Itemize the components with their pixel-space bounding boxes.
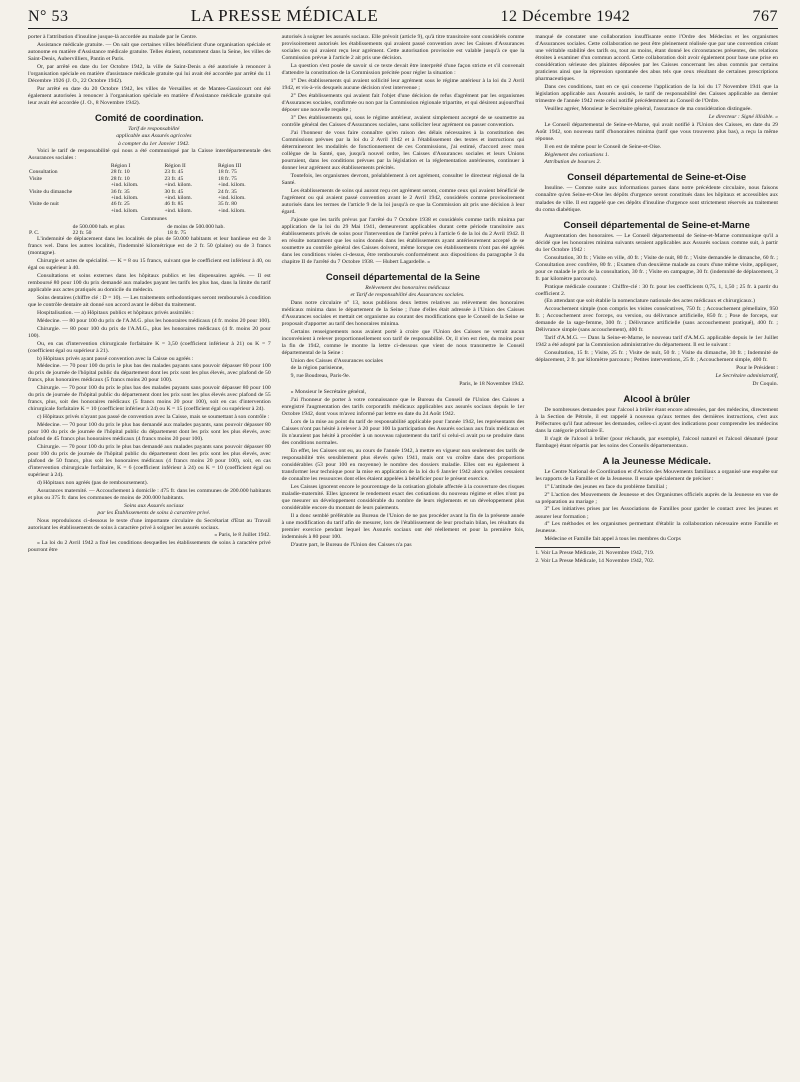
paragraph: Veuillez agréer, Monsieur le Secrétaire général, l'assurance de ma considération distinguée. [544, 106, 752, 113]
section-heading: Conseil départemental de Seine-et-Marne [563, 219, 750, 231]
subheading: applicable aux Assurés agricoles [116, 133, 192, 140]
table-cell: Consultation [29, 169, 58, 176]
paragraph: D'autre part, le Bureau de l'Union des Caisses n'a pas [290, 541, 412, 548]
table-header: Région I [110, 162, 131, 169]
paragraph: Consultation, 30 fr. ; Visite en ville, 40 fr. ; Visite de nuit, 80 fr. ; Visite demandée le dimanche, 60 fr. ; Consultation avec confrère, 80 fr. ; Examen d'un deuxième malade au cours d'une même visite, appliquer, pour ce malade le prix de la consultation, 30 fr. ; Visite en campagne, 30 fr. (indemnité de déplacement, 3 fr. par kilomètre parcouru). [535, 254, 779, 282]
paragraph: Voici le tarif de responsabilité qui nous a été communiqué par la Caisse interdépartementale des Assurances sociales : [28, 148, 271, 162]
table-cell [28, 208, 110, 214]
paragraph: « La loi du 2 Avril 1942 a fixé les conditions desquelles les établissements de soins à caractère privé pourront être [28, 540, 271, 554]
paragraph: Chirurgie. — 70 pour 100 du prix le plus bas demandé aux malades payants sans pouvoir dépasser 80 pour 100 du prix de journée de l'hôpital public du département dont les prix sont les plus élevés, avec plafond de 50 francs, plus soit les honoraires médicaux (4 francs moins 20 pour 100), soit, en cas d'intervention chirurgicale forfaitaire, K = 6 (coefficient inférieur à 24) ou K = 10 (coefficient égal ou supérieur à 24). [28, 444, 271, 479]
table-cell: +ind. kilom. [110, 182, 139, 189]
paragraph: Soins dentaires (chiffre clé : D = 10). — Les traitements orthodontiques seront remboursés à condition que le contrôle dentaire ait donné son accord avant le début du traitement. [28, 295, 271, 309]
subheading: à compter du 1er Janvier 1942. [117, 140, 190, 147]
table-cell: +ind. kilom. [164, 194, 193, 201]
table-cell: +ind. kilom. [110, 194, 139, 201]
issue-date: 12 Décembre 1942 [500, 8, 631, 25]
paragraph: Toutefois, les organismes devront, préalablement à cet agrément, consulter le directeur régional de la Santé. [281, 172, 525, 186]
subheading: Soins aux Assurés sociaux [123, 502, 184, 509]
table-cell: 18 fr. 75 [218, 175, 237, 182]
table-cell: 18 fr. 75 [167, 229, 187, 236]
table-cell: 28 fr. 10 [110, 169, 130, 176]
table-cell: +ind. kilom. [164, 182, 193, 189]
table-cell: 46 fr. 85 [164, 201, 184, 208]
section-heading: Alcool à brûler [623, 393, 690, 405]
paragraph: Nous reproduisons ci-dessous le texte d'une importante circulaire du Secrétariat d'Etat au Travail autorisant les établissements de soins à caractère privé à soigner les assurés sociaux. [28, 517, 271, 531]
paragraph: d) Hôpitaux non agréés (pas de remboursement). [37, 480, 149, 487]
table-header: Région II [164, 162, 186, 169]
paragraph: Règlement des cotisations 1. [544, 151, 610, 158]
table-cell: P. C. [29, 229, 40, 236]
paragraph: Chirurgie. — 70 pour 100 du prix le plus bas des malades payants sans pouvoir dépasser 80 pour 100 du prix de journée de l'hôpital public du département dont les prix sont les plus élevés avec plafond de 55 francs, plus, soit des honoraires médicaux (5 francs moins 20 pour 100), soit en cas d'intervention chirurgicale forfaitaire K = 10 (coefficient inférieur à 24) ou K = 15 (coefficient égal ou supérieur à 24). [28, 385, 271, 413]
table-cell: Visite de nuit [29, 201, 59, 208]
paragraph: J'ai l'honneur de porter à votre connaissance que le Bureau du Conseil de l'Union des Caisses a enregistré l'augmentation des tarifs corporatifs médicaux applicables aux assurés sociaux depuis le 1er Octobre 1942, dont vous m'avez informé par lettre en date du 24 Août 1942. [281, 396, 525, 417]
paragraph: 1° L'attitude des jeunes en face du problème familial ; [544, 483, 668, 490]
table-cell: 23 fr. 45 [164, 169, 184, 176]
section-heading: Comité de coordination. [94, 112, 204, 124]
paragraph: En effet, les Caisses ont eu, au cours de l'année 1942, à mettre en vigueur non seulement des tarifs de responsabilité très sensiblement plus élevés qu'en 1941, mais ont vu croître dans des proportions considérables (53 pour 100 en moyenne) le nombre des dossiers maladie. Elles ont eu également à transformer leur technique pour la mise en application de la loi du 6 Janvier 1942 alors qu'elles cessaient de connaître les ressources dont elles étaient appelées à bénéficier pour le présent exercice. [281, 447, 525, 482]
column-1 [28, 34, 271, 565]
paragraph: Paris, le 18 Novembre 1942. [459, 381, 525, 388]
paragraph: Union des Caisses d'Assurances sociales [290, 357, 383, 364]
subheading: par les Établissements de soins à caractère privé. [97, 510, 211, 517]
paragraph: 9, rue Boudreau, Paris-9e. [290, 373, 351, 380]
paragraph: 2° L'action des Mouvements de Jeunesse et des Organismes officiels auprès de la Jeunesse en vue de sa préparation au mariage ; [535, 491, 779, 505]
paragraph: Le Centre National de Coordination et d'Action des Mouvements familiaux a organisé une enquête sur les rapports de la Famille et de la Jeunesse. Il essaie spécialement de préciser : [535, 468, 779, 482]
paragraph: J'ajoute que les tarifs prévus par l'arrêté du 7 Octobre 1938 et considérés comme tarifs minima par application de la loi du 29 Mai 1941, demeureront applicables durant cette période transitoire aux établissements privés de soins pour l'intervention de l'arrêté prévu à l'article 6 de la loi du 2 Avril 1942. Il en résulte notamment que les soins donnés dans les établissements ayant antérieurement accepté de se soumettre au contrôle général des Caisses doivent, même lorsque ces établissements n'ont pas été agréés dans les conditions visées ci-dessus, être remboursés conformément aux dispositions du paragraphe 3 du chapitre II de l'arrêté du 7 Octobre 1938. — Hubert Lagardelle. » [281, 216, 525, 265]
paragraph: Lors de la mise au point du tarif de responsabilité applicable pour l'année 1942, les représentants des Caisses n'ont pas hésité à relever à 20 pour 100 la participation des Assurés sociaux aux frais médicaux et ils n'auraient pas hésité à procéder à un nouveau rajustement du tarif si celui-ci avait pu se produire dans des conditions normales. [281, 418, 525, 446]
table-cell: +ind. kilom. [218, 194, 246, 201]
paragraph: (En attendant que soit établie la nomenclature nationale des actes médicaux et chirurgicaux.) [544, 298, 756, 305]
paragraph: 2° Des établissements qui avaient fait l'objet d'une décision de refus d'agrément par les organismes d'Assurances sociales, confirmée ou non par la Commission régionale tripartite, et qui désirent aujourd'hui déposer une nouvelle requête ; [281, 92, 525, 113]
paragraph: « Monsieur le Secrétaire général, [290, 389, 366, 395]
paragraph: Certains renseignements nous avaient porté à croire que l'Union des Caisses ne verrait aucun inconvénient à relever proportionnellement son tarif de responsabilité. Or, il n'en est rien, du moins pour la fin de 1942, comme le montre la lettre ci-dessous que vient de nous transmettre le Conseil départemental de la Seine : [281, 328, 525, 356]
table-cell: 35 fr. 80 [218, 201, 237, 208]
column-2 [282, 34, 525, 565]
paragraph: Médecine. — 70 pour 100 du prix le plus bas demandé aux malades payants, sans pouvoir dépasser 80 pour 100 du prix de journée de l'hôpital public du département dont les prix sont les plus élevés, avec plafond de 45 francs plus honoraires médicaux (4 francs moins 20 pour 100). [28, 422, 271, 443]
table-cell: 23 fr. 45 [164, 175, 184, 182]
paragraph: Dans notre circulaire n° 13, nous publiions deux lettres relatives au relèvement des honoraires médicaux minima dans le département de la Seine ; l'une d'elles était adressée à l'Union des Caisses d'Assurances sociales et mettait cet organisme au courant des modifications que le Conseil de la Seine se proposait d'apporter au tarif des honoraires minima. [281, 299, 525, 327]
paragraph: Les Caisses ignorent encore le pourcentage de la cotisation globale affectée à la couverture des risques maladie-maternité. Elles ignorent le rendement exact des cotisations du nouveau régime et elles n'ont pu que mesurer un développement considérable du nombre de leurs règlements et un développement plus considérable encore du montant de leurs paiements. [281, 483, 525, 511]
table-cell: +ind. kilom. [218, 207, 246, 214]
paragraph: De nombreuses demandes pour l'alcool à brûler étant encore adressées, par des médecins, directement à la Section de Pétrole, il est rappelé à nouveau qu'aux termes des dernières instructions, c'est aux Préfectures qu'il faut adresser les demandes, celles-ci ayant des indications pour comprendre les médecins dans la catégorie prioritaire E. [535, 406, 779, 434]
paragraph: Dans ces conditions, tant en ce qui concerne l'application de la loi du 17 Novembre 1941 que la législation applicable aux Assurés assistés, le tarif de responsabilité des Caisses applicable au dernier trimestre de l'année 1942 reste celui notifié précédemment au Conseil de l'Ordre. [535, 84, 779, 105]
footnote: 1. Voir La Presse Médicale, 21 Novembre 1942, 719. [535, 550, 655, 557]
paragraph: de la région parisienne, [290, 365, 344, 372]
paragraph: Assurances maternité. — Accouchement à domicile : 475 fr. dans les communes de 200.000 habitants et plus ou 375 fr. dans les communes de moins de 200.000 habitants. [28, 487, 271, 501]
paragraph: Insuline. — Comme suite aux informations parues dans notre précédente circulaire, nous faisons connaître qu'en Seine-et-Oise les dépôts d'urgence seront constitués dans les hôpitaux et accessibles aux malades de ville. Il est rappelé que ces dépôts d'insuline d'urgence sont strictement réservés au traitement du coma diabétique. [535, 185, 779, 213]
table-cell: 46 fr. 25 [110, 201, 130, 208]
table-cell: 30 fr. 45 [164, 188, 184, 195]
paragraph: Par arrêté en date du 20 Octobre 1942, les villes de Versailles et de Mantes-Gassicourt ont été également autorisées à renoncer à l'organisation spéciale en matière d'Assistance médicale gratuite qui leur avait été accordée (J. O., 8 Novembre 1942). [28, 85, 271, 106]
table-cell: +ind. kilom. [218, 182, 246, 189]
paragraph: « Paris, le 8 Juillet 1942. [214, 532, 271, 539]
columns [28, 34, 778, 565]
paragraph: Ou, en cas d'intervention chirurgicale forfaitaire K = 3,50 (coefficient inférieur à 21) ou K = 7 (coefficient égal ou supérieur à 21). [28, 340, 271, 354]
paragraph: Augmentation des honoraires. — Le Conseil départemental de Seine-et-Marne communique qu'il a décidé que les honoraires minima suivants seraient applicables aux Assurés sociaux comme suit, à partir du 1er Octobre 1942 : [535, 232, 779, 253]
paragraph: Il a donc semblé préférable au Bureau de l'Union de ne pas procéder avant la fin de la présente année à une modification du tarif afin de mesurer, lors de l'établissement de leur prochain bilan, les résultats du premier exercice pendant lequel les Assurés sociaux ont été réellement et pour la première fois, indemnisés à 80 pour 100. [281, 512, 525, 540]
issue-number: N° 53 [28, 8, 69, 25]
section-heading: A la Jeunesse Médicale. [602, 455, 711, 467]
paragraph: Dr Coquin. [752, 380, 779, 387]
paragraph: b) Hôpitaux privés ayant passé convention avec la Caisse ou agréés : [37, 355, 194, 362]
table-cell: Visite du dimanche [29, 188, 73, 195]
paragraph: 3° Les initiatives prises par les Associations de Familles pour garder le contact avec les jeunes et assurer leur formation ; [535, 506, 779, 520]
paragraph: J'ai l'honneur de vous faire connaître qu'en raison des délais nécessaires à la constitution des Commissions prévues par la loi du 2 Avril 1942 et à l'établissement des textes et instructions qui détermineront les modalités de fonctionnement de ces Commissions, j'ai estimé, d'accord avec mon collègue de la Santé, que, jusqu'à nouvel ordre, les Caisses d'Assurances sociales et leurs Unions pourraient, dans les conditions prévues par la législation et la réglementation antérieures, continuer à donner leur agrément aux établissements précités. [281, 129, 525, 171]
table-cell: de moins de 500.000 hab. [167, 223, 225, 230]
table-cell: +ind. kilom. [164, 207, 193, 214]
paragraph: Tarif d'A.M.G. — Dans la Seine-et-Marne, le nouveau tarif d'A.M.G. applicable depuis le 1er Juillet 1942 a été adopté par la Commission administrative du département. Il est le suivant : [535, 335, 779, 349]
paragraph: Consultations et soins externes dans les hôpitaux publics et les dispensaires agréés. — Il est remboursé 80 pour 100 du prix demandé aux malades payant les tarifs les plus bas, dans la limite du tarif applicable aux actes pratiqués au domicile du médecin. [28, 273, 271, 294]
paragraph: 4° Les méthodes et les organismes permettant d'établir la collaboration nécessaire entre Famille et Jeunesse. [535, 521, 779, 535]
paragraph: Le Conseil départemental de Seine-et-Marne, qui avait notifié à l'Union des Caisses, en date du 29 Août 1942, son nouveau tarif d'honoraires minima (tarif que vous trouverez plus bas), a reçu la même réponse. [535, 121, 779, 142]
paragraph: Médecine et Famille fait appel à tous les membres du Corps [544, 536, 681, 543]
paragraph: Chirurgie et actes de spécialité. — K = 8 ou 15 francs, suivant que le coefficient est inférieur à 40, ou égal ou supérieur à 40. [28, 258, 271, 272]
journal-title: LA PRESSE MÉDICALE [190, 6, 379, 25]
paragraph: 1° Des établissements qui avaient sollicité leur agrément sous le régime antérieur à la loi du 2 Avril 1942, et vis-à-vis desquels aucune décision n'est intervenue ; [281, 77, 525, 91]
paragraph: L'indemnité de déplacement dans les localités de plus de 50.000 habitants et leur banlieue est de 3 francs wel. Dans les autres localités, l'indemnité kilométrique est de 2 fr. 50 (plaine) ou de 3 francs (montagne). [28, 236, 271, 257]
paragraph: Attribution de bourses 2. [544, 159, 601, 166]
paragraph: Assistance médicale gratuite. — On sait que certaines villes bénéficient d'une organisation spéciale et autonome en matière d'Assistance médicale gratuite. Telles étaient, notamment dans la Seine, les villes de Saint-Denis, Aubervilliers, Pantin et Paris. [28, 41, 271, 62]
paragraph: Médecine. — 70 pour 100 du prix le plus bas des malades payants sans pouvoir dépasser 80 pour 100 du prix de journée de l'hôpital public du département dont les prix sont les plus élevés, avec plafond de 50 francs, plus honoraires médicaux (5 francs moins 20 pour 100). [28, 363, 271, 384]
column-3 [535, 34, 778, 565]
paragraph: La question s'est posée de savoir si ce texte devait être interprété d'une façon stricte et s'il convenait d'attendre la constitution de la Commission précitée pour régler la situation : [281, 62, 525, 77]
table-cell: 36 fr. 35 [110, 188, 130, 195]
table-header: Région III [218, 162, 242, 169]
table-cell: Visite [29, 175, 43, 182]
paragraph: manqué de constater une collaboration insuffisante entre l'Ordre des Médecins et les organismes d'Assurances sociales. Cette collaboration ne peut être pleinement réalisée que par une convention créant une véritable stabilité des tarifs ou, tout au moins, étant donné les circonstances présentes, des relations étroites à examiner d'un commun accord. Cette collaboration doit avoir également pour base une prise en considération sérieuse des plaintes déposées par les Caisses concernant les abus commis par certains praticiens ainsi que la répression spontanée des abus tels que ceux résultant de certaines prescriptions pharmaceutiques. [535, 34, 779, 83]
footnote-rule [535, 547, 620, 548]
section-heading: Conseil départemental de la Seine [325, 271, 481, 283]
subheading: Relèvement des honoraires médicaux [365, 284, 450, 291]
table-cell: 22 fr. 50 [72, 229, 92, 236]
communes-label: Communes [140, 216, 167, 223]
page-number: 767 [752, 8, 778, 25]
paragraph: 3° Des établissements qui, sous le régime antérieur, avaient simplement accepté de se soumettre au contrôle général des Caisses d'Assurances sociales, sans solliciter leur agrément ou passer convention. [281, 114, 525, 128]
table-cell: +ind. kilom. [110, 207, 139, 214]
paragraph: Accouchement simple (non compris les visites consécutives, 750 fr. ; Accouchement gémellaire, 950 fr. ; Accouchement avec forceps, ou version, ou délivrance artificielle, 850 fr. ; Pose de forceps, sur demande de la sage-femme, 300 fr. ; Délivrance artificielle (sans accouchement pratiqué), 400 fr. ; Délivrance simple (sans accouchement), 400 fr. [535, 306, 779, 334]
paragraph: porter à l'attribution d'insuline jusque-là accordée au malade par le Centre. [28, 34, 198, 40]
pc-table [28, 224, 271, 237]
table-row [28, 208, 271, 214]
paragraph: Le Secrétaire administratif, [715, 372, 779, 379]
section-heading: Conseil départemental de Seine-et-Oise [567, 172, 747, 184]
paragraph: autorisés à soigner les assurés sociaux. Elle prévoit (article 9), qu'à titre transitoire sont considérés comme provisoirement autorisés les établissements qui avaient passé convention avec les Caisses d'Assurances sociales ou qui avaient reçu leur agrément. Cette autorisation provisoire est valable jusqu'à ce que la Commission prévue à l'article 2 ait pris une décision. [281, 34, 525, 62]
paragraph: Le directeur : Signé illisible. » [708, 113, 779, 120]
table-cell: 28 fr. 10 [110, 175, 130, 182]
tariff-table [28, 163, 271, 214]
paragraph: Chirurgie. — 80 pour 100 du prix de l'A.M.G., plus les honoraires médicaux (4 fr. moins 20 pour 100). [28, 325, 271, 339]
table-cell: 24 fr. 35 [218, 188, 237, 195]
table-cell: de 500.000 hab. et plus [72, 223, 125, 230]
paragraph: Les établissements de soins qui auront reçu cet agrément seront, comme ceux qui avaient bénéficié de l'agrément ou qui avaient passé convention avant le 2 Avril 1942, considérés comme provisoirement autorisés dans les termes de l'article 9 de la loi jusqu'à ce que la Commission ait pris une décision à leur égard. [281, 187, 525, 215]
paragraph: Pour le Président : [736, 365, 779, 372]
paragraph: Hospitalisation. — a) Hôpitaux publics et hôpitaux privés assimilés : [37, 310, 194, 317]
subheading: et Tarif de responsabilité des Assurances sociales. [350, 292, 465, 299]
table-cell: 18 fr. 75 [218, 169, 237, 176]
paragraph: Consultation, 15 fr. ; Visite, 25 fr. ; Visite de nuit, 50 fr. ; Visite du dimanche, 30 fr. ; Indemnité de déplacement, 2 fr. par kilomètre parcouru ; Petites interventions, 25 fr. ; Accouchement simple, 400 fr. [535, 350, 779, 364]
paragraph: Il en est de même pour le Conseil de Seine-et-Oise. [544, 143, 662, 150]
paragraph: Pratique médicale courante : Chiffre-clé : 30 fr. pour les coefficients 0,75, 1, 1,50 ; 25 fr. à partir du coefficient 2. [535, 283, 779, 297]
paragraph: Or, par arrêté en date du 1er Octobre 1942, la ville de Saint-Denis a été autorisée à renoncer à l'organisation spéciale en matière d'assistance médicale gratuite qui lui avait été accordée par arrêté du 11 Décembre 1926 (J. O., 22 Octobre 1942). [28, 63, 271, 84]
footnote: 2. Voir La Presse Médicale, 14 Novembre 1942, 702. [535, 557, 655, 564]
page-header [28, 6, 778, 29]
paragraph: c) Hôpitaux privés n'ayant pas passé de convention avec la Caisse, mais se soumettant à son contrôle : [37, 414, 270, 421]
paragraph: Médecine. — 80 pour 100 du prix de l'A.M.G. plus les honoraires médicaux (4 fr. moins 20 pour 100). [37, 317, 271, 324]
paragraph: Il s'agit de l'alcool à brûler (pour réchauds, par exemple), l'alcool naturel et l'alcool dénaturé (pour flambage) étant répartis par les soins des Conseils départementaux. [535, 435, 779, 449]
subheading: Tarif de responsabilité [128, 125, 180, 132]
